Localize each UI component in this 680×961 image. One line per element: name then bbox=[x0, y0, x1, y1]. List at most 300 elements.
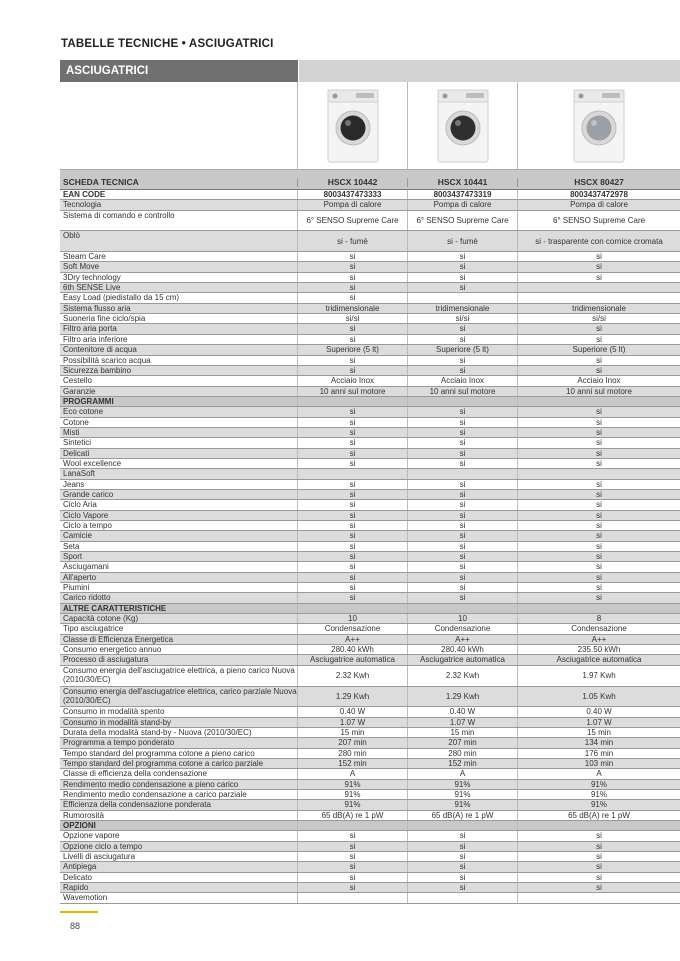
cell-value: 15 min bbox=[408, 728, 518, 737]
row-label: Rapido bbox=[60, 883, 298, 892]
cell-value: si - fumè bbox=[298, 231, 408, 251]
cell-value: 65 dB(A) re 1 pW bbox=[568, 810, 630, 820]
row-label: Cotone bbox=[60, 418, 298, 427]
cell-value bbox=[408, 604, 518, 613]
row-label: Consumo energetico annuo bbox=[60, 645, 298, 654]
cell-value: 0.40 W bbox=[586, 707, 612, 717]
cell-value: si bbox=[596, 324, 602, 334]
cell-value: 1.29 Kwh bbox=[408, 687, 518, 707]
table-row bbox=[60, 480, 680, 490]
row-label: Ciclo Aria bbox=[60, 500, 298, 509]
cell-value: 8 bbox=[596, 614, 602, 624]
section-header-row bbox=[60, 397, 680, 407]
cell-value: Acciaio Inox bbox=[408, 376, 518, 385]
row-label: LanaSoft bbox=[60, 469, 298, 478]
cell-value: 0.40 W bbox=[298, 707, 408, 716]
cell-value: A++ bbox=[591, 634, 607, 644]
cell-value: A bbox=[596, 769, 602, 779]
table-row bbox=[60, 562, 680, 572]
row-label: Tipo asciugatrice bbox=[60, 624, 298, 633]
table-row bbox=[60, 438, 680, 448]
cell-value: si bbox=[408, 490, 518, 499]
cell-value: si bbox=[596, 334, 602, 344]
cell-value: si bbox=[298, 252, 408, 261]
cell-value: Superiore (5 lt) bbox=[298, 345, 408, 354]
cell-value: 1.05 Kwh bbox=[582, 691, 616, 701]
cell-value: si bbox=[298, 500, 408, 509]
model-name: HSCX 10442 bbox=[298, 178, 408, 187]
table-row bbox=[60, 800, 680, 810]
cell-value: si bbox=[298, 531, 408, 540]
cell-value: Condensazione bbox=[408, 624, 518, 633]
cell-value: si bbox=[408, 283, 518, 292]
table-row bbox=[60, 335, 680, 345]
row-label: Piumini bbox=[60, 583, 298, 592]
spec-rows bbox=[60, 190, 680, 904]
row-label: Delicati bbox=[60, 449, 298, 458]
cell-value: si bbox=[596, 541, 602, 551]
cell-value: si bbox=[298, 521, 408, 530]
cell-value: A bbox=[408, 769, 518, 778]
row-label: OPZIONI bbox=[60, 821, 298, 830]
cell-value: si bbox=[298, 852, 408, 861]
cell-value: si bbox=[596, 407, 602, 417]
table-row bbox=[60, 862, 680, 872]
cell-value: 1.29 Kwh bbox=[298, 687, 408, 707]
row-label: Sicurezza bambino bbox=[60, 366, 298, 375]
cell-value: 10 bbox=[408, 614, 518, 623]
table-row bbox=[60, 749, 680, 759]
cell-value: 1.07 W bbox=[408, 718, 518, 727]
cell-value: Acciaio Inox bbox=[298, 376, 408, 385]
cell-value: si bbox=[408, 449, 518, 458]
cell-value: si bbox=[596, 510, 602, 520]
page-heading: TABELLE TECNICHE • ASCIUGATRICI bbox=[61, 38, 274, 50]
table-row bbox=[60, 407, 680, 417]
row-label: Possibilità scarico acqua bbox=[60, 356, 298, 365]
cell-value: si - fumè bbox=[408, 231, 518, 251]
cell-value: A++ bbox=[408, 635, 518, 644]
cell-value: si bbox=[408, 542, 518, 551]
row-label: Opzione ciclo a tempo bbox=[60, 842, 298, 851]
table-title: ASCIUGATRICI bbox=[60, 60, 298, 82]
cell-value: 91% bbox=[590, 789, 607, 799]
cell-value bbox=[298, 397, 408, 406]
cell-value bbox=[408, 293, 518, 302]
cell-value: si bbox=[298, 273, 408, 282]
cell-value: si bbox=[298, 862, 408, 871]
cell-value: 91% bbox=[590, 800, 607, 810]
cell-value: Asciugatrice automatica bbox=[556, 655, 642, 665]
cell-value: si bbox=[408, 552, 518, 561]
row-label: Asciugamani bbox=[60, 562, 298, 571]
section-header-row bbox=[60, 604, 680, 614]
product-images-row bbox=[60, 82, 680, 170]
table-row bbox=[60, 583, 680, 593]
table-row bbox=[60, 387, 680, 397]
cell-value: si bbox=[596, 427, 602, 437]
row-label: Filtro aria porta bbox=[60, 324, 298, 333]
cell-value: si bbox=[408, 480, 518, 489]
row-label: Jeans bbox=[60, 480, 298, 489]
cell-value bbox=[518, 293, 680, 302]
cell-value: 1.07 W bbox=[298, 718, 408, 727]
cell-value: Pompa di calore bbox=[570, 200, 628, 210]
cell-value: 91% bbox=[408, 790, 518, 799]
cell-value: si bbox=[298, 283, 408, 292]
cell-value bbox=[298, 821, 408, 830]
model-name: HSCX 10441 bbox=[408, 178, 518, 187]
row-label: Ciclo a tempo bbox=[60, 521, 298, 530]
cell-value: 207 min bbox=[408, 738, 518, 747]
cell-value: si bbox=[408, 573, 518, 582]
cell-value: 235.50 kWh bbox=[577, 645, 621, 655]
dryer-product-icon bbox=[326, 88, 380, 164]
row-label: Efficienza della condensazione ponderata bbox=[60, 800, 298, 809]
cell-value: si bbox=[596, 521, 602, 530]
table-row bbox=[60, 273, 680, 283]
cell-value: tridimensionale bbox=[572, 303, 626, 313]
cell-value bbox=[408, 893, 518, 902]
cell-value: si bbox=[298, 449, 408, 458]
cell-value: si bbox=[596, 552, 602, 562]
cell-value: 91% bbox=[298, 800, 408, 809]
cell-value: si bbox=[596, 862, 602, 872]
table-row bbox=[60, 831, 680, 841]
cell-value: Superiore (5 lt) bbox=[572, 345, 626, 355]
cell-value: 1.07 W bbox=[586, 717, 612, 727]
cell-value: 6° SENSO Supreme Care bbox=[552, 215, 646, 225]
cell-value: Asciugatrice automatica bbox=[298, 655, 408, 664]
cell-value: si bbox=[596, 365, 602, 375]
row-label: Carico ridotto bbox=[60, 593, 298, 602]
row-label: Rendimento medio condensazione a carico parziale bbox=[60, 790, 298, 799]
table-row bbox=[60, 666, 680, 687]
cell-value bbox=[298, 893, 408, 902]
cell-value: 10 anni sul motore bbox=[298, 387, 408, 396]
model-name: HSCX 80427 bbox=[574, 177, 624, 187]
table-row bbox=[60, 521, 680, 531]
cell-value: 15 min bbox=[586, 727, 611, 737]
table-row bbox=[60, 211, 680, 232]
cell-value: si bbox=[408, 500, 518, 509]
table-row bbox=[60, 262, 680, 272]
dryer-product-icon bbox=[436, 88, 490, 164]
table-row bbox=[60, 293, 680, 303]
cell-value: si bbox=[596, 562, 602, 572]
accent-bar bbox=[60, 911, 98, 913]
row-label: Capacità cotone (Kg) bbox=[60, 614, 298, 623]
row-label: Programma a tempo ponderato bbox=[60, 738, 298, 747]
cell-value: si bbox=[408, 593, 518, 602]
cell-value: 65 dB(A) re 1 pW bbox=[408, 811, 518, 820]
cell-value: si bbox=[408, 356, 518, 365]
row-label: Sport bbox=[60, 552, 298, 561]
table-row bbox=[60, 231, 680, 252]
table-header bbox=[60, 60, 680, 82]
cell-value: si bbox=[298, 335, 408, 344]
section-header-row bbox=[60, 821, 680, 831]
row-label: All'aperto bbox=[60, 573, 298, 582]
cell-value: si bbox=[298, 552, 408, 561]
table-row bbox=[60, 759, 680, 769]
row-label: Consumo energia dell'asciugatrice elettrica, a pieno carico Nuova (2010/30/EC) bbox=[60, 666, 298, 686]
cell-value: si bbox=[408, 531, 518, 540]
cell-value: si bbox=[298, 573, 408, 582]
cell-value: si bbox=[298, 831, 408, 840]
table-row bbox=[60, 542, 680, 552]
cell-value bbox=[408, 469, 518, 478]
cell-value: si bbox=[298, 490, 408, 499]
table-row bbox=[60, 635, 680, 645]
cell-value: si bbox=[408, 831, 518, 840]
cell-value: 8003437472978 bbox=[570, 190, 628, 199]
cell-value: 152 min bbox=[298, 759, 408, 768]
row-label: Consumo in modalità stand-by bbox=[60, 718, 298, 727]
cell-value: si bbox=[596, 583, 602, 593]
cell-value: 103 min bbox=[584, 758, 614, 768]
cell-value: 15 min bbox=[298, 728, 408, 737]
dryer-product-icon bbox=[572, 88, 626, 164]
row-label: Tempo standard del programma cotone a carico parziale bbox=[60, 759, 298, 768]
cell-value: 8003437473319 bbox=[408, 190, 518, 199]
cell-value: si bbox=[408, 324, 518, 333]
row-label: Rumorosità bbox=[60, 811, 298, 820]
table-row bbox=[60, 314, 680, 324]
cell-value: 91% bbox=[298, 790, 408, 799]
cell-value bbox=[518, 469, 680, 478]
row-label: Garanzie bbox=[60, 387, 298, 396]
model-header-row bbox=[60, 170, 680, 190]
row-label: Wavemotion bbox=[60, 893, 298, 902]
cell-value: si/si bbox=[298, 314, 408, 323]
cell-value bbox=[518, 283, 680, 292]
cell-value: si bbox=[596, 572, 602, 582]
table-row bbox=[60, 304, 680, 314]
table-row bbox=[60, 624, 680, 634]
cell-value: si bbox=[298, 438, 408, 447]
cell-value: si bbox=[408, 438, 518, 447]
cell-value: Pompa di calore bbox=[298, 200, 408, 209]
cell-value: si bbox=[298, 511, 408, 520]
cell-value bbox=[518, 397, 680, 406]
table-row bbox=[60, 459, 680, 469]
row-label: Ciclo Vapore bbox=[60, 511, 298, 520]
cell-value: si bbox=[298, 428, 408, 437]
cell-value: si/si bbox=[408, 314, 518, 323]
cell-value: 10 bbox=[298, 614, 408, 623]
row-label: Eco cotone bbox=[60, 407, 298, 416]
cell-value: 280 min bbox=[298, 749, 408, 758]
cell-value bbox=[298, 604, 408, 613]
cell-value: 91% bbox=[408, 800, 518, 809]
cell-value: si bbox=[298, 366, 408, 375]
table-row bbox=[60, 531, 680, 541]
cell-value: si bbox=[596, 438, 602, 448]
row-label: Classe di efficienza della condensazione bbox=[60, 769, 298, 778]
cell-value: si bbox=[408, 418, 518, 427]
cell-value: si bbox=[596, 852, 602, 861]
cell-value bbox=[518, 893, 680, 902]
cell-value: si bbox=[298, 873, 408, 882]
row-label: Contenitore di acqua bbox=[60, 345, 298, 354]
cell-value: si bbox=[408, 252, 518, 261]
row-label: Consumo energia dell'asciugatrice elettrica, carico parziale Nuova (2010/30/EC) bbox=[60, 687, 298, 707]
cell-value: Asciugatrice automatica bbox=[408, 655, 518, 664]
cell-value: 91% bbox=[590, 779, 607, 789]
cell-value: si bbox=[408, 407, 518, 416]
cell-value: si bbox=[298, 842, 408, 851]
cell-value: si bbox=[408, 842, 518, 851]
row-label: Antipiega bbox=[60, 862, 298, 871]
cell-value: 91% bbox=[298, 780, 408, 789]
row-label: Cestello bbox=[60, 376, 298, 385]
row-label: Sintetici bbox=[60, 438, 298, 447]
row-label: Seta bbox=[60, 542, 298, 551]
row-label: Consumo in modalità spento bbox=[60, 707, 298, 716]
row-label: Soft Move bbox=[60, 262, 298, 271]
table-row bbox=[60, 842, 680, 852]
row-label: 6th SENSE Live bbox=[60, 283, 298, 292]
cell-value: si bbox=[408, 459, 518, 468]
product-image-1 bbox=[298, 82, 408, 169]
table-row bbox=[60, 490, 680, 500]
cell-value: si bbox=[408, 583, 518, 592]
cell-value: si bbox=[408, 262, 518, 271]
cell-value: si bbox=[298, 356, 408, 365]
cell-value: A bbox=[298, 769, 408, 778]
table-row bbox=[60, 366, 680, 376]
cell-value bbox=[518, 604, 680, 613]
cell-value: si bbox=[596, 355, 602, 365]
table-row bbox=[60, 324, 680, 334]
cell-value: si bbox=[596, 417, 602, 427]
cell-value: si bbox=[298, 542, 408, 551]
cell-value bbox=[408, 821, 518, 830]
cell-value: 8003437473333 bbox=[298, 190, 408, 199]
row-label: Sistema di comando e controllo bbox=[60, 211, 298, 231]
row-label: ALTRE CARATTERISTICHE bbox=[60, 604, 298, 613]
table-row bbox=[60, 190, 680, 200]
row-label: Classe di Efficienza Energetica bbox=[60, 635, 298, 644]
cell-value: si bbox=[408, 521, 518, 530]
cell-value: si bbox=[408, 852, 518, 861]
table-row bbox=[60, 614, 680, 624]
cell-value: si bbox=[596, 831, 602, 841]
row-label: Camicie bbox=[60, 531, 298, 540]
cell-value: si bbox=[596, 883, 602, 893]
cell-value: 134 min bbox=[584, 738, 614, 748]
table-row bbox=[60, 852, 680, 862]
table-row bbox=[60, 376, 680, 386]
cell-value: 176 min bbox=[584, 748, 614, 758]
cell-value: si bbox=[408, 335, 518, 344]
cell-value: si bbox=[408, 562, 518, 571]
page-number: 88 bbox=[70, 921, 81, 931]
cell-value: si bbox=[596, 500, 602, 510]
spec-table bbox=[60, 60, 680, 904]
cell-value: 280.40 kWh bbox=[298, 645, 408, 654]
row-label: Oblò bbox=[60, 231, 298, 251]
cell-value: 6° SENSO Supreme Care bbox=[408, 211, 518, 231]
table-row bbox=[60, 687, 680, 708]
cell-value: 0.40 W bbox=[408, 707, 518, 716]
cell-value: Condensazione bbox=[298, 624, 408, 633]
cell-value: 1.97 Kwh bbox=[582, 670, 616, 680]
cell-value: si bbox=[408, 273, 518, 282]
row-label: Suoneria fine ciclo/spia bbox=[60, 314, 298, 323]
cell-value: si - trasparente con cornice cromata bbox=[535, 236, 663, 246]
row-label: Filtro aria inferiore bbox=[60, 335, 298, 344]
cell-value: 10 anni sul motore bbox=[566, 386, 632, 396]
cell-value: tridimensionale bbox=[408, 304, 518, 313]
cell-value: si bbox=[596, 593, 602, 603]
cell-value: si bbox=[408, 511, 518, 520]
table-row bbox=[60, 728, 680, 738]
cell-value: si bbox=[298, 459, 408, 468]
table-row bbox=[60, 645, 680, 655]
row-label: Delicato bbox=[60, 873, 298, 882]
table-row bbox=[60, 428, 680, 438]
cell-value: si bbox=[408, 428, 518, 437]
table-row bbox=[60, 893, 680, 903]
cell-value: si bbox=[596, 262, 602, 272]
cell-value: tridimensionale bbox=[298, 304, 408, 313]
table-row bbox=[60, 469, 680, 479]
table-row bbox=[60, 769, 680, 779]
table-row bbox=[60, 449, 680, 459]
row-label: Grande carico bbox=[60, 490, 298, 499]
table-row bbox=[60, 511, 680, 521]
table-row bbox=[60, 593, 680, 603]
table-row bbox=[60, 283, 680, 293]
table-header-fill bbox=[298, 60, 680, 82]
cell-value: 91% bbox=[408, 780, 518, 789]
cell-value: si bbox=[596, 531, 602, 541]
cell-value: si bbox=[596, 272, 602, 282]
cell-value: si bbox=[298, 562, 408, 571]
row-label: EAN CODE bbox=[60, 190, 298, 199]
table-row bbox=[60, 738, 680, 748]
cell-value: si bbox=[298, 293, 408, 302]
product-image-2 bbox=[408, 82, 518, 169]
cell-value: si bbox=[408, 862, 518, 871]
cell-value: si bbox=[596, 841, 602, 851]
cell-value: si bbox=[596, 489, 602, 499]
table-row bbox=[60, 345, 680, 355]
cell-value: 6° SENSO Supreme Care bbox=[298, 211, 408, 231]
cell-value: 280.40 kWh bbox=[408, 645, 518, 654]
row-label: 3Dry technology bbox=[60, 273, 298, 282]
cell-value: 280 min bbox=[408, 749, 518, 758]
cell-value: si bbox=[298, 407, 408, 416]
cell-value: 65 dB(A) re 1 pW bbox=[298, 811, 408, 820]
row-label: Processo di asciugatura bbox=[60, 655, 298, 664]
cell-value: 10 anni sul motore bbox=[408, 387, 518, 396]
cell-value: 2.32 Kwh bbox=[408, 666, 518, 686]
row-label: Tempo standard del programma cotone a pieno carico bbox=[60, 749, 298, 758]
cell-value bbox=[408, 397, 518, 406]
cell-value: si bbox=[596, 872, 602, 882]
table-row bbox=[60, 883, 680, 893]
table-row bbox=[60, 573, 680, 583]
cell-value: si bbox=[298, 418, 408, 427]
cell-value: si bbox=[596, 252, 602, 262]
table-row bbox=[60, 655, 680, 665]
cell-value bbox=[298, 469, 408, 478]
table-row bbox=[60, 718, 680, 728]
row-label: Steam Care bbox=[60, 252, 298, 261]
